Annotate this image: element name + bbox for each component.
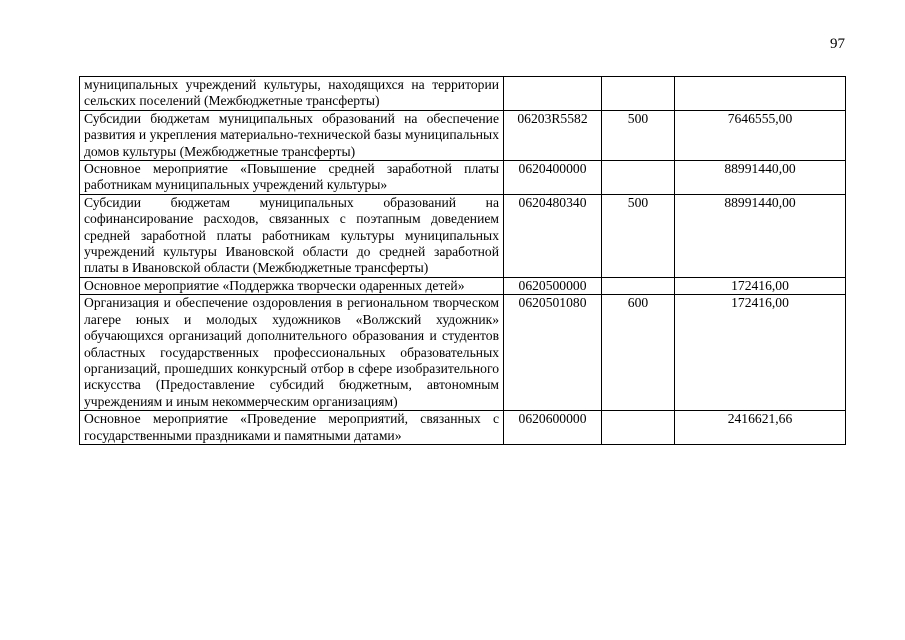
row-amount: 88991440,00 xyxy=(675,194,846,277)
row-target-code xyxy=(504,77,602,111)
row-description: Основное мероприятие «Проведение мероприятий, связанных с государственными праздниками и памятными датами» xyxy=(80,411,504,445)
row-target-code: 0620400000 xyxy=(504,161,602,195)
row-target-code: 0620480340 xyxy=(504,194,602,277)
row-target-code: 0620500000 xyxy=(504,277,602,294)
row-amount: 172416,00 xyxy=(675,295,846,411)
row-description: Субсидии бюджетам муниципальных образований на обеспечение развития и укрепления материально-технической базы муниципальных домов культуры (Межбюджетные трансферты) xyxy=(80,110,504,160)
table-row xyxy=(80,110,846,160)
row-expense-type xyxy=(602,161,675,195)
row-expense-type xyxy=(602,277,675,294)
row-expense-type xyxy=(602,77,675,111)
row-amount: 88991440,00 xyxy=(675,161,846,195)
table-row xyxy=(80,161,846,195)
row-expense-type: 500 xyxy=(602,194,675,277)
row-target-code: 0620600000 xyxy=(504,411,602,445)
row-amount: 2416621,66 xyxy=(675,411,846,445)
page-number: 97 xyxy=(830,36,845,52)
row-expense-type: 600 xyxy=(602,295,675,411)
table-row xyxy=(80,411,846,445)
row-amount: 7646555,00 xyxy=(675,110,846,160)
table-row xyxy=(80,77,846,111)
row-description: Субсидии бюджетам муниципальных образований на софинансирование расходов, связанных с поэтапным доведением средней заработной платы работникам культуры муниципальных учреждений культуры Ивановской области до средней заработной платы в Ивановской области (Межбюджетные трансферты) xyxy=(80,194,504,277)
row-expense-type xyxy=(602,411,675,445)
table-row xyxy=(80,295,846,411)
row-description: муниципальных учреждений культуры, находящихся на территории сельских поселений (Межбюджетные трансферты) xyxy=(80,77,504,111)
row-expense-type: 500 xyxy=(602,110,675,160)
row-description: Организация и обеспечение оздоровления в региональном творческом лагере юных и молодых художников «Волжский художник» обучающихся организаций дополнительного образования и студентов областных государственных профессиональных образовательных организаций, прошедших конкурсный отбор в сфере изобразительного искусства (Предоставление субсидий бюджетным, автономным учреждениям и иным некоммерческим организациям) xyxy=(80,295,504,411)
row-description: Основное мероприятие «Повышение средней заработной платы работникам муниципальных учреждений культуры» xyxy=(80,161,504,195)
table-row xyxy=(80,194,846,277)
budget-table xyxy=(79,76,846,445)
row-amount xyxy=(675,77,846,111)
row-amount: 172416,00 xyxy=(675,277,846,294)
table-row xyxy=(80,277,846,294)
row-target-code: 06203R5582 xyxy=(504,110,602,160)
row-description: Основное мероприятие «Поддержка творчески одаренных детей» xyxy=(80,277,504,294)
row-target-code: 0620501080 xyxy=(504,295,602,411)
